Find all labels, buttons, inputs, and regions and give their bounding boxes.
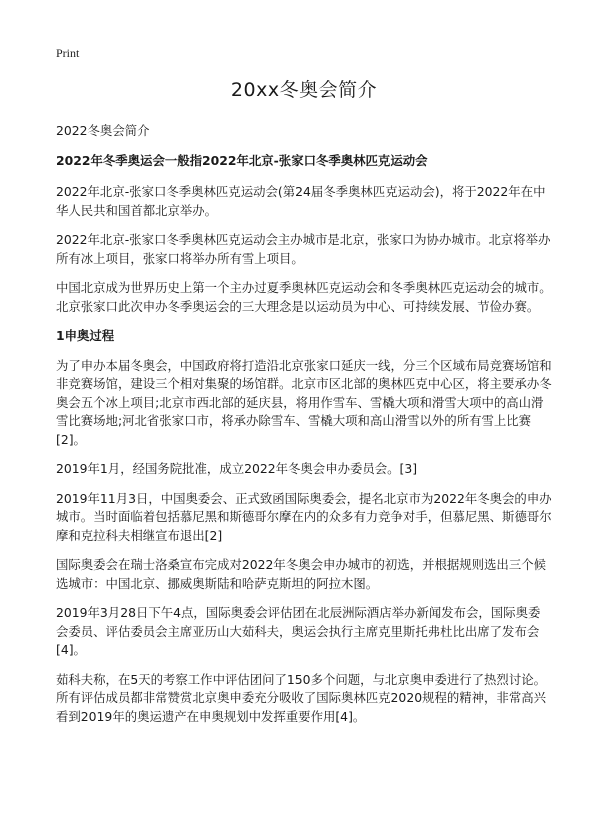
document-title: 20xx冬奥会简介 xyxy=(230,79,378,101)
section-paragraph-4: 国际奥委会在瑞士洛桑宣布完成对2022年冬奥会申办城市的初选，并根据规则选出三个候选城市：中国北京、挪威奥斯陆和哈萨克斯坦的阿拉木图。 xyxy=(56,557,546,591)
intro-paragraph-3: 中国北京成为世界历史上第一个主办过夏季奥林匹克运动会和冬季奥林匹克运动会的城市。北京张家口此次申办冬季奥运会的三大理念是以运动员为中心、可持续发展、节俭办赛。 xyxy=(56,280,552,314)
section-paragraph-6: 茹科夫称，在5天的考察工作中评估团问了150多个问题，与北京奥申委进行了热烈讨论。所有评估成员都非常赞赏北京奥申委充分吸收了国际奥林匹克2020规程的精神，非常高兴看到2019年的奥运遗产在申奥规划中发挥重要作用[4]。 xyxy=(56,671,546,724)
intro-paragraph-2: 2022年北京-张家口冬季奥林匹克运动会主办城市是北京，张家口为协办城市。北京将举办所有冰上项目，张家口将举办所有雪上项目。 xyxy=(56,232,551,266)
lead-heading: 2022年冬季奥运会一般指2022年北京-张家口冬季奥林匹克运动会 xyxy=(56,152,428,168)
document-subtitle: 2022冬奥会简介 xyxy=(56,123,150,138)
intro-paragraph-1: 2022年北京-张家口冬季奥林匹克运动会(第24届冬季奥林匹克运动会)，将于2022年在中华人民共和国首都北京举办。 xyxy=(56,184,546,218)
section-paragraph-3: 2019年11月3日，中国奥委会、正式致函国际奥委会，提名北京市为2022年冬奥会的申办城市。当时面临着包括慕尼黑和斯德哥尔摩在内的众多有力竞争对手，但慕尼黑、斯德哥尔摩和克拉科夫相继宣布退出[2] xyxy=(56,490,552,543)
section-paragraph-5: 2019年3月28日下午4点，国际奥委会评估团在北辰洲际酒店举办新闻发布会，国际奥委会委员、评估委员会主席亚历山大茹科夫，奥运会执行主席克里斯托弗杜比出席了发布会[4]。 xyxy=(56,605,541,657)
section-heading-bid-process: 1申奥过程 xyxy=(56,328,115,343)
print-label: Print xyxy=(56,46,80,60)
section-paragraph-1: 为了申办本届冬奥会，中国政府将打造沿北京张家口延庆一线，分三个区域布局竞赛场馆和非竞赛场馆，建设三个相对集聚的场馆群。北京市区北部的奥林匹克中心区，将主要承办冬奥会五个冰上项目;北京市西北部的延庆县，将用作雪车、雪橇大项和滑雪大项中的高山滑雪比赛场地;河北省张家口市，将承办除雪车、雪橇大项和高山滑雪以外的所有雪上比赛[2]。 xyxy=(56,357,552,447)
section-paragraph-2: 2019年1月，经国务院批准，成立2022年冬奥会申办委员会。[3] xyxy=(56,461,418,476)
